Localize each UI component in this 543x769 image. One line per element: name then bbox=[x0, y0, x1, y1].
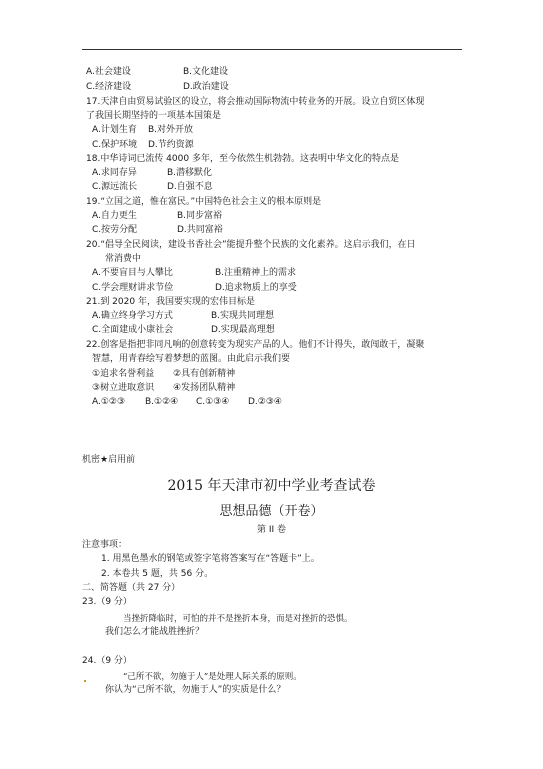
q22-option-d: D.②③④ bbox=[248, 397, 282, 407]
exam-title: 2015 年天津市初中学业考查试卷 bbox=[167, 478, 376, 494]
q21-option-a: A.确立终身学习方式 bbox=[92, 311, 173, 321]
note-2: 2. 本卷共 5 题，共 56 分。 bbox=[101, 569, 214, 579]
q20-stem-line2: 常消费中 bbox=[105, 254, 142, 264]
q21-option-d: D.实现最高理想 bbox=[211, 325, 275, 335]
q21-option-b: B.实现共同理想 bbox=[211, 311, 275, 321]
q21-stem: 21.到 2020 年，我国要实现的宏伟目标是 bbox=[86, 297, 255, 307]
exam-subtitle: 思想品德（开卷） bbox=[219, 504, 324, 519]
q24-question: 你认为“己所不欲，勿施于人”的实质是什么？ bbox=[105, 685, 286, 695]
q17-stem-line1: 17.天津自由贸易试验区的设立，将会推动国际物流中转业务的开展。设立自贸区体现 bbox=[86, 97, 425, 107]
q20-option-a: A.不要盲目与人攀比 bbox=[92, 268, 173, 278]
confidential-label: 机密★启用前 bbox=[82, 455, 136, 465]
header-rule bbox=[82, 49, 462, 50]
q18-option-b: B.潜移默化 bbox=[167, 168, 213, 178]
q22-option-a: A.①②③ bbox=[92, 397, 126, 407]
q22-statement-4: ④发扬团队精神 bbox=[173, 383, 236, 393]
q22-option-c: C.①③④ bbox=[196, 397, 230, 407]
q24-heading: 24.（9 分） bbox=[82, 656, 132, 666]
q22-stem-line1: 22.创客是指把非同凡响的创意转变为现实产品的人。他们不计得失，敢闯敢干，凝聚 bbox=[86, 340, 425, 350]
q23-heading: 23.（9 分） bbox=[82, 597, 132, 607]
volume-label: 第 II 卷 bbox=[256, 525, 287, 535]
q23-question: 我们怎么才能战胜挫折？ bbox=[105, 627, 205, 637]
q24-quote: “己所不欲，勿施于人”是处理人际关系的原则。 bbox=[123, 672, 302, 682]
q17-option-d: D.节约资源 bbox=[148, 140, 194, 150]
q18-stem: 18.中华诗词已流传 4000 多年，至今依然生机勃勃。这表明中华文化的特点是 bbox=[86, 154, 399, 164]
q17-option-c: C.保护环境 bbox=[92, 140, 138, 150]
q18-option-a: A.求同存异 bbox=[92, 168, 137, 178]
q18-option-d: D.自强不息 bbox=[167, 182, 213, 192]
q22-stem-line2: 智慧，用青春绘写着梦想的蓝图。由此启示我们要 bbox=[92, 354, 291, 364]
q17-option-b: B.对外开放 bbox=[148, 125, 194, 135]
q22-option-b: B.①②④ bbox=[145, 397, 179, 407]
notes-heading: 注意事项： bbox=[82, 540, 128, 550]
margin-mark bbox=[84, 680, 86, 682]
q21-option-c: C.全面建成小康社会 bbox=[92, 325, 174, 335]
q22-statement-2: ②具有创新精神 bbox=[173, 369, 236, 379]
q22-statement-1: ①追求名誉利益 bbox=[92, 369, 155, 379]
q16-option-b: B.文化建设 bbox=[183, 67, 229, 77]
q19-option-b: B.同步富裕 bbox=[177, 211, 223, 221]
section-heading: 二、简答题（共 27 分） bbox=[82, 583, 181, 593]
q16-option-d: D.政治建设 bbox=[183, 82, 229, 92]
q17-option-a: A.计划生育 bbox=[92, 125, 137, 135]
q20-option-c: C.学会理财讲求节俭 bbox=[92, 283, 174, 293]
q19-option-c: C.按劳分配 bbox=[92, 225, 138, 235]
q20-option-b: B.注重精神上的需求 bbox=[215, 268, 297, 278]
q19-option-d: D.共同富裕 bbox=[177, 225, 223, 235]
note-1: 1. 用黑色墨水的钢笔或签字笔将答案写在“答题卡”上。 bbox=[101, 554, 320, 564]
q20-stem-line1: 20.“倡导全民阅读，建设书香社会”能提升整个民族的文化素养。这启示我们，在日 bbox=[86, 240, 416, 250]
q23-quote: 当挫折降临时，可怕的并不是挫折本身，而是对挫折的恐惧。 bbox=[123, 614, 353, 624]
q17-stem-line2: 了我国长期坚持的一项基本国策是 bbox=[86, 111, 222, 121]
q16-option-c: C.经济建设 bbox=[86, 82, 132, 92]
q22-statement-3: ③树立进取意识 bbox=[92, 383, 155, 393]
q18-option-c: C.源远流长 bbox=[92, 182, 138, 192]
q19-stem: 19.“立国之道，惟在富民。”中国特色社会主义的根本原则是 bbox=[86, 197, 322, 207]
q16-option-a: A.社会建设 bbox=[86, 67, 131, 77]
q19-option-a: A.自力更生 bbox=[92, 211, 137, 221]
q20-option-d: D.追求物质上的享受 bbox=[215, 283, 297, 293]
